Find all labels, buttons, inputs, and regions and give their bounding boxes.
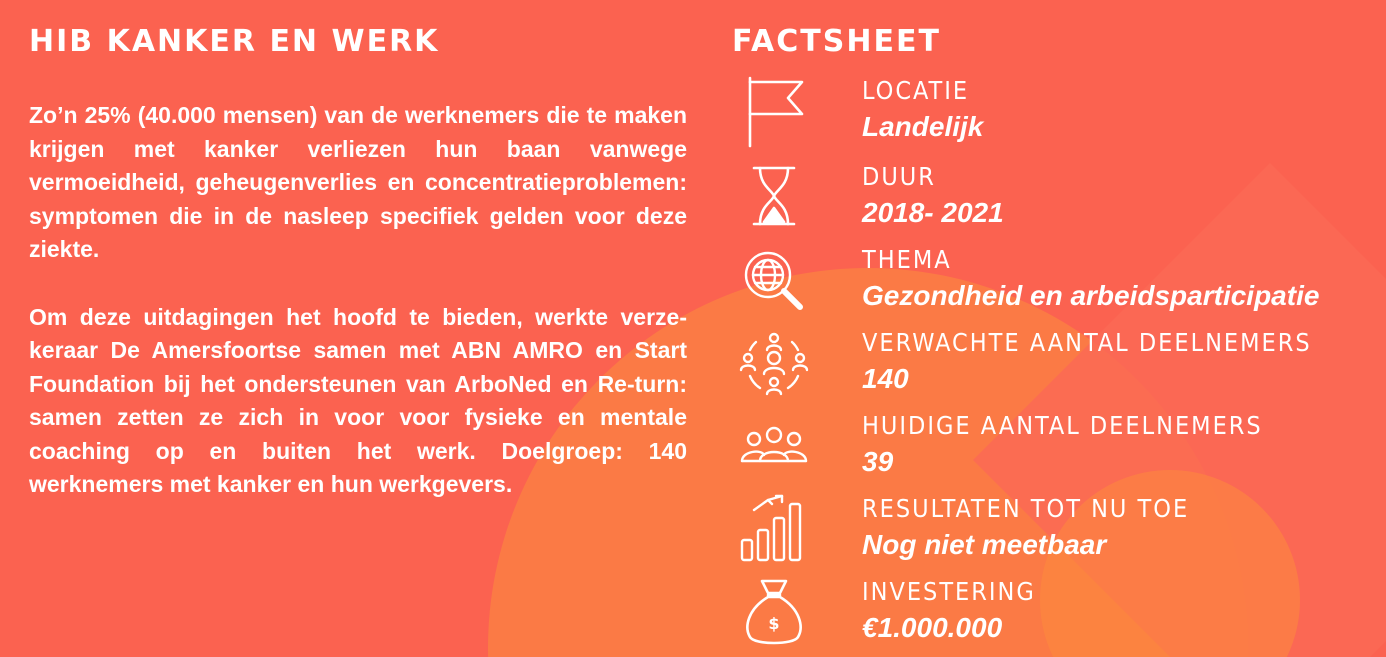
growth-chart-icon <box>738 494 810 566</box>
money-bag-icon <box>738 577 810 649</box>
intro-paragraph-2: Om deze uitdagingen het hoofd te bieden, werkte verzekeraar De Amersfoortse samen met ABN AMRO en Start Foundation bij het ondersteunen van ArboNed en Re-turn: samen zetten ze zich in voor voor fysieke en mentale coaching op en buiten het werk. Doelgroep: 140 werknemers met kanker en hun werkgevers. <box>29 303 687 497</box>
factsheet-item-thema <box>732 245 1382 325</box>
factsheet-value: Landelijk <box>862 111 984 142</box>
factsheet-label: THEMA <box>862 245 952 274</box>
factsheet-label: INVESTERING <box>862 577 1036 606</box>
factsheet-title: FACTSHEET <box>732 24 941 59</box>
factsheet-item-duur <box>732 162 1382 242</box>
factsheet-label: VERWACHTE AANTAL DEELNEMERS <box>862 328 1312 357</box>
factsheet-label: HUIDIGE AANTAL DEELNEMERS <box>862 411 1263 440</box>
factsheet-section <box>732 22 1382 643</box>
factsheet-label: DUUR <box>862 162 936 191</box>
svg-text:$: $ <box>768 614 780 633</box>
factsheet-item-investering <box>732 577 1382 657</box>
people-group-icon <box>738 411 810 483</box>
page-title: HIB KANKER EN WERK <box>29 24 440 59</box>
globe-magnifier-icon <box>738 245 810 317</box>
factsheet-value: 140 <box>862 363 909 394</box>
intro-paragraph-1: Zo’n 25% (40.000 mensen) van de werknemers die te maken krijgen met kanker verliezen hun baan vanwege vermoeidheid, geheugenverlies en concentratieproblemen: symptomen die in de nasleep specifiek gelden voor deze ziekte. <box>29 102 687 262</box>
factsheet-value: €1.000.000 <box>862 612 1003 643</box>
factsheet-value: 39 <box>862 446 894 477</box>
people-network-icon <box>738 328 810 400</box>
factsheet-item-resultaten <box>732 494 1382 574</box>
flag-icon <box>738 76 810 148</box>
factsheet-value: Gezondheid en arbeidsparticipatie <box>862 280 1320 311</box>
factsheet-value: 2018- 2021 <box>862 197 1004 228</box>
hourglass-icon <box>738 162 810 234</box>
factsheet-item-locatie <box>732 76 1382 156</box>
factsheet-item-huidige-deelnemers <box>732 411 1382 491</box>
factsheet-label: LOCATIE <box>862 76 970 105</box>
factsheet-item-verwachte-deelnemers <box>732 328 1382 408</box>
factsheet-label: RESULTATEN TOT NU TOE <box>862 494 1190 523</box>
factsheet-value: Nog niet meetbaar <box>862 529 1107 560</box>
intro-section <box>29 22 687 502</box>
